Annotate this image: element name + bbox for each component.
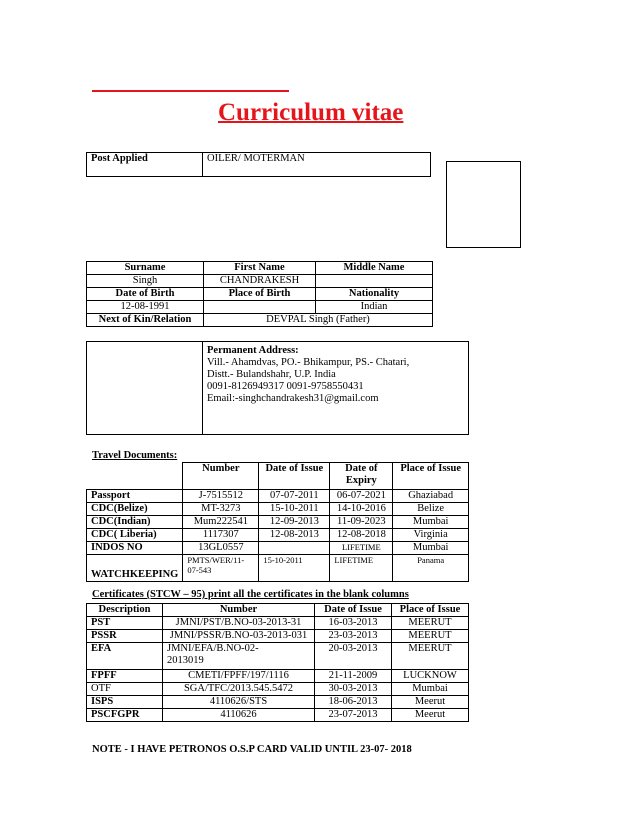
- travel-row-4-expiry: LIFETIME: [330, 542, 393, 555]
- certificates-table: [86, 603, 469, 722]
- travel-row-1-place: Belize: [393, 503, 469, 516]
- cert-row-0-desc: PST: [87, 617, 163, 630]
- cert-row-2-number: JMNI/EFA/B.NO-02-2013019: [163, 643, 315, 670]
- cert-row-0-issue: 16-03-2013: [315, 617, 392, 630]
- cert-row-5-number: 4110626/STS: [163, 696, 315, 709]
- cert-header-issue: Date of Issue: [315, 604, 392, 617]
- cert-row-6-issue: 23-07-2013: [315, 709, 392, 722]
- travel-row-3-issue: 12-08-2013: [259, 529, 330, 542]
- travel-row-0-issue: 07-07-2011: [259, 490, 330, 503]
- travel-heading: Travel Documents:: [92, 450, 178, 461]
- cert-row-2-issue: 20-03-2013: [315, 643, 392, 670]
- photo-box: [446, 161, 521, 248]
- cert-row-3-number: CMETI/FPFF/197/1116: [163, 670, 315, 683]
- travel-row-1-issue: 15-10-2011: [259, 503, 330, 516]
- travel-row-3-name: CDC( Liberia): [87, 529, 183, 542]
- address-phone: 0091-8126949317 0091-9758550431: [207, 381, 364, 392]
- travel-row-5-number: PMTS/WER/11-07-543: [183, 555, 259, 582]
- address-line-2: Distt.- Bulandshahr, U.P. India: [207, 369, 336, 380]
- travel-header-blank: [87, 463, 183, 490]
- cert-header-place: Place of Issue: [392, 604, 469, 617]
- cert-row-1-number: JMNI/PSSR/B.NO-03-2013-031: [163, 630, 315, 643]
- pob-value: [204, 301, 316, 314]
- first-name-label: First Name: [204, 262, 316, 275]
- travel-row-1-name: CDC(Belize): [87, 503, 183, 516]
- travel-row-4-issue: [259, 542, 330, 555]
- nationality-value: Indian: [316, 301, 433, 314]
- travel-header-place: Place of Issue: [393, 463, 469, 490]
- personal-table: [86, 261, 433, 327]
- travel-row-2-name: CDC(Indian): [87, 516, 183, 529]
- cert-row-3-desc: FPFF: [87, 670, 163, 683]
- travel-table: [86, 462, 469, 582]
- pob-label: Place of Birth: [204, 288, 316, 301]
- cert-row-4-place: Mumbai: [392, 683, 469, 696]
- travel-row-2-place: Mumbai: [393, 516, 469, 529]
- middle-name-value: [316, 275, 433, 288]
- cert-row-0-number: JMNI/PST/B.NO-03-2013-31: [163, 617, 315, 630]
- cert-row-3-issue: 21-11-2009: [315, 670, 392, 683]
- surname-label: Surname: [87, 262, 204, 275]
- footer-note: NOTE - I HAVE PETRONOS O.S.P CARD VALID UNTIL 23-07- 2018: [92, 744, 412, 755]
- certificates-heading: Certificates (STCW – 95) print all the certificates in the blank columns: [92, 589, 409, 600]
- cert-row-5-issue: 18-06-2013: [315, 696, 392, 709]
- cert-row-1-place: MEERUT: [392, 630, 469, 643]
- cert-row-4-desc: OTF: [87, 683, 163, 696]
- travel-row-5-place: Panama: [393, 555, 469, 582]
- travel-row-5-expiry: LIFETIME: [330, 555, 393, 582]
- cert-row-0-place: MEERUT: [392, 617, 469, 630]
- travel-row-3-place: Virginia: [393, 529, 469, 542]
- cert-row-2-desc: EFA: [87, 643, 163, 670]
- travel-row-2-number: Mum222541: [183, 516, 259, 529]
- travel-row-0-place: Ghaziabad: [393, 490, 469, 503]
- address-table: [86, 341, 469, 435]
- travel-row-1-expiry: 14-10-2016: [330, 503, 393, 516]
- address-blank-cell: [87, 342, 203, 435]
- cert-row-3-place: LUCKNOW: [392, 670, 469, 683]
- address-email: Email:-singhchandrakesh31@gmail.com: [207, 393, 379, 404]
- travel-row-4-place: Mumbai: [393, 542, 469, 555]
- address-heading: Permanent Address:: [207, 345, 299, 356]
- cert-row-5-place: Meerut: [392, 696, 469, 709]
- cert-row-1-issue: 23-03-2013: [315, 630, 392, 643]
- cert-row-6-number: 4110626: [163, 709, 315, 722]
- surname-value: Singh: [87, 275, 204, 288]
- travel-row-1-number: MT-3273: [183, 503, 259, 516]
- cert-header-number: Number: [163, 604, 315, 617]
- cert-header-description: Description: [87, 604, 163, 617]
- kin-value: DEVPAL Singh (Father): [204, 314, 433, 327]
- cert-row-4-issue: 30-03-2013: [315, 683, 392, 696]
- kin-label: Next of Kin/Relation: [87, 314, 204, 327]
- cert-row-5-desc: ISPS: [87, 696, 163, 709]
- dob-value: 12-08-1991: [87, 301, 204, 314]
- travel-row-5-issue: 15-10-2011: [259, 555, 330, 582]
- travel-row-4-name: INDOS NO: [87, 542, 183, 555]
- travel-row-0-name: Passport: [87, 490, 183, 503]
- travel-row-0-number: J-7515512: [183, 490, 259, 503]
- travel-row-4-number: 13GL0557: [183, 542, 259, 555]
- address-line-1: Vill.- Ahamdvas, PO.- Bhikampur, PS.- Chatari,: [207, 357, 410, 368]
- dob-label: Date of Birth: [87, 288, 204, 301]
- decorative-red-line: [92, 90, 289, 92]
- cert-row-2-place: MEERUT: [392, 643, 469, 670]
- travel-header-number: Number: [183, 463, 259, 490]
- nationality-label: Nationality: [316, 288, 433, 301]
- page-title: Curriculum vitae: [218, 99, 404, 126]
- travel-row-0-expiry: 06-07-2021: [330, 490, 393, 503]
- middle-name-label: Middle Name: [316, 262, 433, 275]
- travel-header-issue: Date of Issue: [259, 463, 330, 490]
- cert-row-4-number: SGA/TFC/2013.545.5472: [163, 683, 315, 696]
- first-name-value: CHANDRAKESH: [204, 275, 316, 288]
- travel-row-3-expiry: 12-08-2018: [330, 529, 393, 542]
- travel-header-expiry: Date of Expiry: [330, 463, 393, 490]
- travel-row-5-name: WATCHKEEPING: [87, 555, 183, 582]
- travel-row-3-number: 1117307: [183, 529, 259, 542]
- post-applied-table: [86, 152, 431, 177]
- cert-row-1-desc: PSSR: [87, 630, 163, 643]
- post-applied-label: Post Applied: [87, 153, 203, 177]
- travel-row-2-issue: 12-09-2013: [259, 516, 330, 529]
- travel-row-2-expiry: 11-09-2023: [330, 516, 393, 529]
- cert-row-6-desc: PSCFGPR: [87, 709, 163, 722]
- post-applied-value: OILER/ MOTERMAN: [203, 153, 431, 177]
- cert-row-6-place: Meerut: [392, 709, 469, 722]
